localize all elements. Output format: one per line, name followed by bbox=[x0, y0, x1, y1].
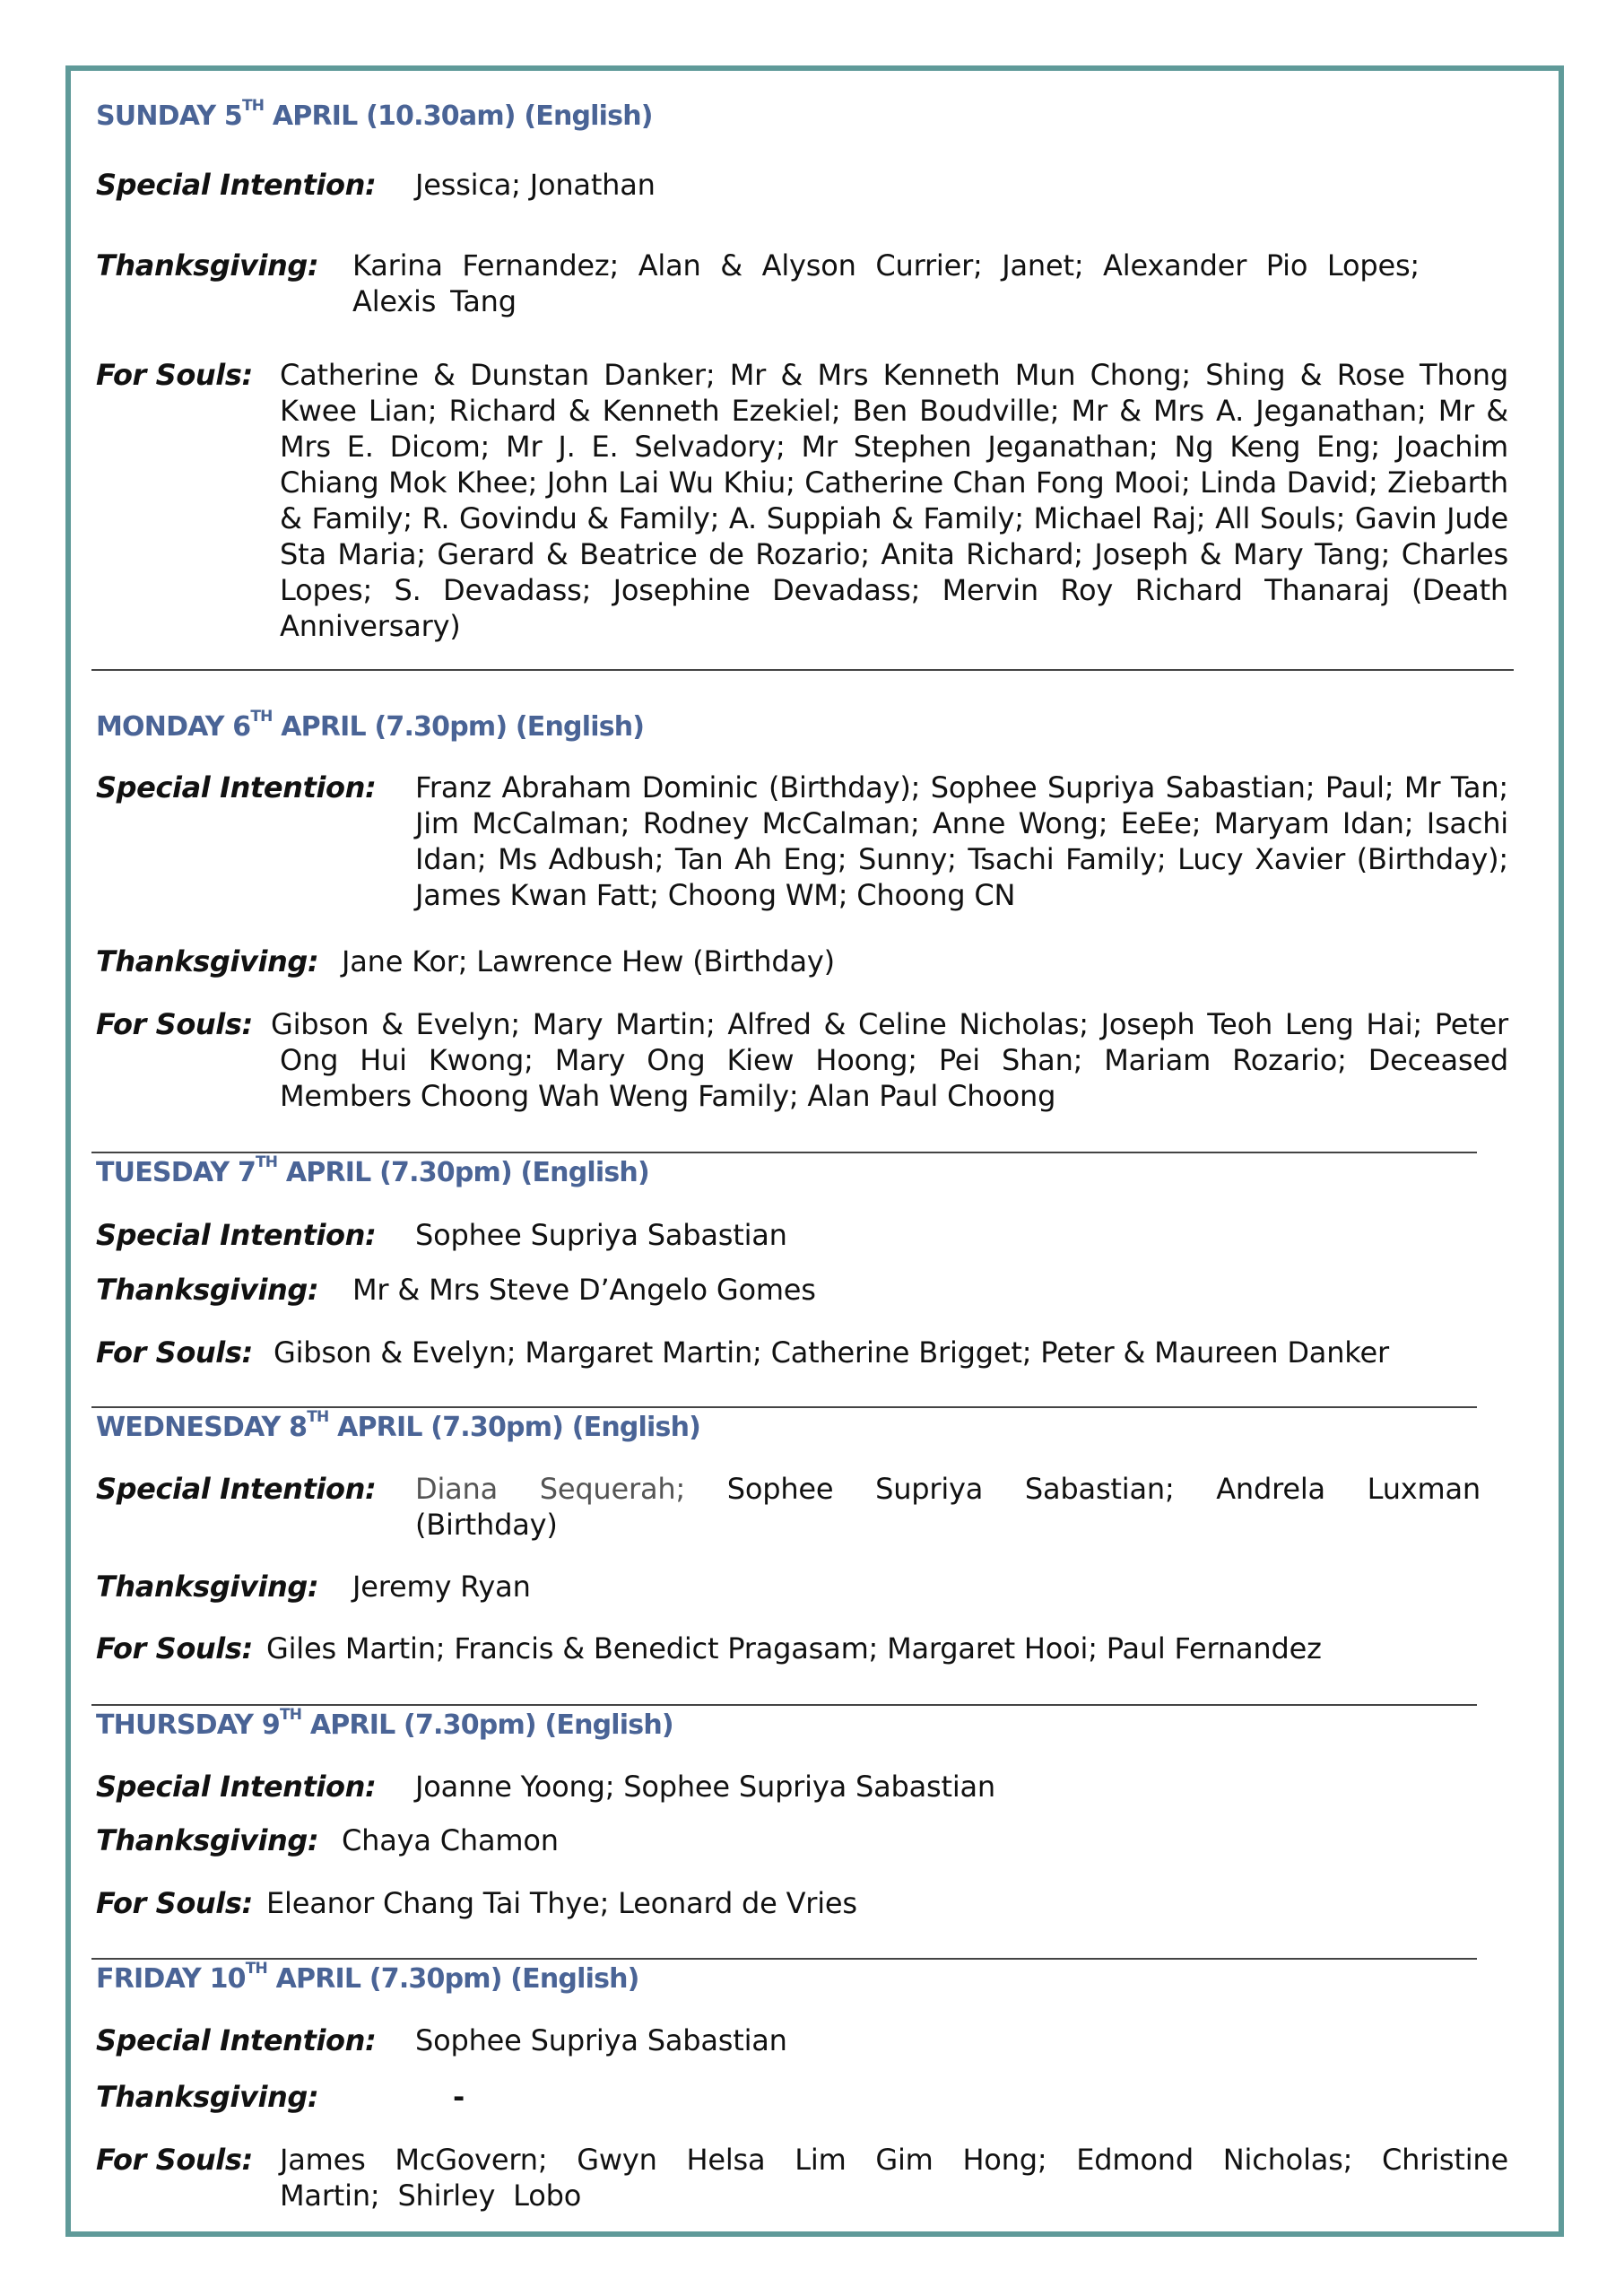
section-divider bbox=[91, 669, 1514, 671]
for-souls-value: Gibson & Evelyn; Margaret Martin; Catherine Brigget; Peter & Maureen Danker bbox=[274, 1335, 1389, 1370]
day-header-monday: MONDAY 6TH APRIL (7.30pm) (English) bbox=[96, 708, 645, 743]
day-header-wednesday: WEDNESDAY 8TH APRIL (7.30pm) (English) bbox=[96, 1408, 701, 1443]
day-header-sunday: SUNDAY 5TH APRIL (10.30am) (English) bbox=[96, 97, 653, 132]
special-intention-value: Diana Sequerah; Sophee Supriya Sabastian; Andrela Luxman (Birthday) bbox=[415, 1472, 1481, 1542]
for-souls-value: James McGovern; Gwyn Helsa Lim Gim Hong; Edmond Nicholas; Christine Martin; Shirley Lobo bbox=[280, 2143, 1508, 2213]
special-intention-label: Special Intention: bbox=[96, 1218, 377, 1252]
special-intention-label: Special Intention: bbox=[96, 1770, 377, 1804]
thanksgiving-value: - bbox=[453, 2080, 465, 2114]
thanksgiving-label: Thanksgiving: bbox=[96, 1823, 319, 1857]
special-intention-value: Sophee Supriya Sabastian bbox=[415, 2023, 787, 2057]
thanksgiving-value: Karina Fernandez; Alan & Alyson Currier; Janet; Alexander Pio Lopes; Alexis Tang bbox=[352, 248, 1420, 318]
special-intention-value: Joanne Yoong; Sophee Supriya Sabastian bbox=[415, 1770, 995, 1804]
thanksgiving-label: Thanksgiving: bbox=[96, 2080, 319, 2114]
for-souls-value: Giles Martin; Francis & Benedict Pragasam; Margaret Hooi; Paul Fernandez bbox=[266, 1631, 1322, 1665]
thanksgiving-label: Thanksgiving: bbox=[96, 944, 319, 978]
thanksgiving-label: Thanksgiving: bbox=[96, 1570, 319, 1604]
thanksgiving-value: Jeremy Ryan bbox=[352, 1570, 531, 1604]
for-souls-value: Catherine & Dunstan Danker; Mr & Mrs Kenneth Mun Chong; Shing & Rose Thong Kwee Lian; Richard & Kenneth Ezekiel; Ben Boudville; Mr & Mrs A. Jeganathan; Mr & Mrs E. Dicom; Mr J. E. Selvadory; Mr Stephen Jeganathan; Ng Keng Eng; Joachim Chiang Mok Khee; John Lai Wu Khiu; Catherine Chan Fong Mooi; Linda David; Ziebarth & Family; R. Govindu & Family; A. Suppiah & Family; Michael Raj; All Souls; Gavin Jude Sta Maria; Gerard & Beatrice de Rozario; Anita Richard; Joseph & Mary Tang; Charles Lopes; S. Devadass; Josephine Devadass; Mervin Roy Richard Thanaraj (Death Anniversary) bbox=[280, 358, 1508, 643]
for-souls-label: For Souls: bbox=[96, 1007, 253, 1041]
special-intention-value: Sophee Supriya Sabastian bbox=[415, 1218, 787, 1252]
for-souls-label: For Souls: bbox=[96, 1631, 253, 1665]
special-intention-label: Special Intention: bbox=[96, 2023, 377, 2057]
for-souls-value: Eleanor Chang Tai Thye; Leonard de Vries bbox=[266, 1886, 857, 1920]
for-souls-label: For Souls: bbox=[96, 358, 253, 392]
special-intention-label: Special Intention: bbox=[96, 1472, 377, 1506]
thanksgiving-value: Chaya Chamon bbox=[342, 1823, 559, 1857]
special-intention-muted-name: Diana Sequerah; bbox=[415, 1472, 686, 1506]
for-souls-label: For Souls: bbox=[96, 1886, 253, 1920]
day-header-thursday: THURSDAY 9TH APRIL (7.30pm) (English) bbox=[96, 1706, 673, 1741]
section-divider bbox=[91, 1152, 1477, 1153]
thanksgiving-label: Thanksgiving: bbox=[96, 1273, 319, 1307]
special-intention-value: Franz Abraham Dominic (Birthday); Sophee Supriya Sabastian; Paul; Mr Tan; Jim McCalman; Rodney McCalman; Anne Wong; EeEe; Maryam Idan; Isachi Idan; Ms Adbush; Tan Ah Eng; Sunny; Tsachi Family; Lucy Xavier (Birthday); James Kwan Fatt; Choong WM; Choong CN bbox=[415, 770, 1508, 912]
thanksgiving-value: Mr & Mrs Steve D’Angelo Gomes bbox=[352, 1273, 816, 1307]
thanksgiving-value: Jane Kor; Lawrence Hew (Birthday) bbox=[342, 944, 835, 978]
thanksgiving-label: Thanksgiving: bbox=[96, 248, 319, 283]
special-intention-value: Jessica; Jonathan bbox=[415, 168, 656, 202]
for-souls-label: For Souls: bbox=[96, 1335, 253, 1370]
special-intention-label: Special Intention: bbox=[96, 770, 377, 804]
special-intention-label: Special Intention: bbox=[96, 168, 377, 202]
day-header-friday: FRIDAY 10TH APRIL (7.30pm) (English) bbox=[96, 1960, 639, 1995]
for-souls-value: Gibson & Evelyn; Mary Martin; Alfred & Celine Nicholas; Joseph Teoh Leng Hai; Peter Ong Hui Kwong; Mary Ong Kiew Hoong; Pei Shan; Mariam Rozario; Deceased Members Choong Wah Weng Family; Alan Paul Choong bbox=[271, 1007, 1508, 1113]
for-souls-label: For Souls: bbox=[96, 2143, 253, 2177]
section-divider bbox=[91, 1406, 1477, 1408]
day-header-tuesday: TUESDAY 7TH APRIL (7.30pm) (English) bbox=[96, 1153, 649, 1188]
section-divider bbox=[91, 1958, 1477, 1960]
